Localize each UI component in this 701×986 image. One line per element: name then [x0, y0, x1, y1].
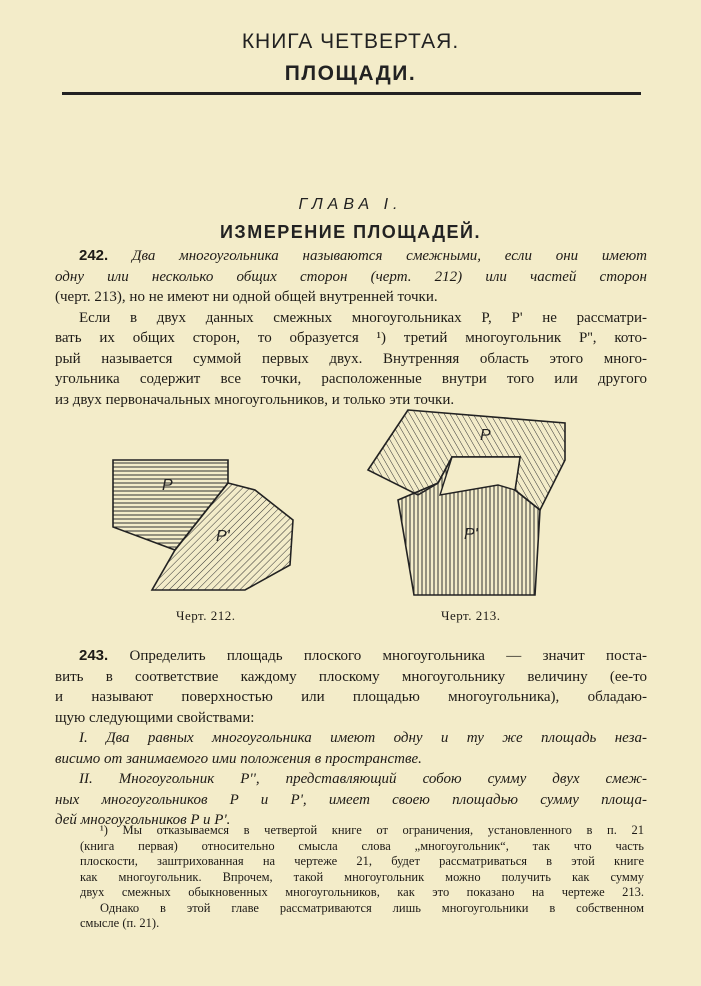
label-p-prime: P' — [464, 526, 478, 543]
section-number: 242. — [79, 247, 109, 264]
chapter-title: ИЗМЕРЕНИЕ ПЛОЩАДЕЙ. — [219, 222, 481, 242]
section-243 — [55, 646, 647, 831]
property-i-line: висимо от занимаемого ими положения в пространстве. — [55, 750, 422, 767]
label-p: P — [162, 477, 173, 494]
paragraph-line: одну или несколько общих сторон (черт. 212) или частей сторон — [55, 268, 647, 285]
footnote-line: двух смежных обыкновенных многоугольников, как это показано на чертеже 213. — [80, 885, 644, 899]
footnote-line: плоскости, заштрихованная на чертеже 21, будет рассматриваться в этой книге — [80, 854, 644, 868]
part-title: ПЛОЩАДИ. — [284, 62, 417, 85]
footnote-line: как многоугольник. Впрочем, такой многоугольник можно получить как сумму — [80, 869, 644, 884]
paragraph-line: угольника содержит все точки, расположенные внутри того или другого — [55, 371, 647, 387]
footnote-line: ¹) Мы отказываемся в четвертой книге от ограничения, установленного в п. 21 — [100, 823, 644, 837]
caption-212: Черт. 212. — [176, 608, 236, 623]
paragraph-line: Если в двух данных смежных многоугольниках P, P' не рассматри- — [79, 309, 647, 326]
label-p-prime: P' — [216, 528, 230, 545]
footnote — [80, 823, 644, 932]
paragraph-line: (черт. 213), но не имеют ни одной общей внутренней точки. — [55, 289, 438, 305]
paragraph-line: рый называется суммой первых двух. Внутренняя область этого много- — [55, 350, 647, 367]
figure-212 — [113, 460, 293, 590]
figures-svg — [0, 405, 701, 635]
section-242 — [55, 246, 647, 410]
book-title: КНИГА ЧЕТВЕРТАЯ. — [241, 30, 460, 53]
chapter-label: ГЛАВА I. — [298, 196, 403, 213]
footnote-line: смысле (п. 21). — [80, 916, 160, 930]
caption-213: Черт. 213. — [441, 608, 501, 623]
property-ii-line: II. Многоугольник P'', представляющий собою сумму двух смеж- — [79, 771, 647, 787]
property-ii-line: дей многоугольников P и P'. — [55, 812, 231, 828]
property-ii-line: ных многоугольников P и P', имеет своею площадью сумму площа- — [55, 791, 647, 808]
figures-area — [0, 405, 701, 635]
paragraph-line: и называют поверхностью или площадью многоугольника), обладаю- — [55, 689, 647, 705]
section-number: 243. — [79, 647, 109, 664]
paragraph-line: вать их общих сторон, то образуется ¹) третий многоугольник P'', кото- — [55, 330, 647, 346]
paragraph-line: вить в соответствие каждому плоскому многоугольнику величину (ее-то — [55, 668, 647, 685]
footnote-line: (книга первая) относительно смысла слова „многоугольник“, так что часть — [80, 838, 644, 853]
paragraph-line: 242. Два многоугольника называются смежными, если они имеют — [79, 247, 648, 264]
footnote-line: Однако в этой главе рассматриваются лишь многоугольники в собственном — [100, 900, 644, 915]
property-i-line: I. Два равных многоугольника имеют одну и ту же площадь неза- — [79, 730, 647, 746]
paragraph-line: щую следующими свойствами: — [55, 709, 255, 726]
header-rule — [62, 92, 641, 95]
figure-213 — [368, 410, 565, 595]
paragraph-line: 243. Определить площадь плоского многоугольника — значит поста- — [79, 647, 647, 664]
paragraph-line: из двух первоначальных многоугольников, и только эти точки. — [55, 391, 455, 408]
label-p: P — [480, 427, 491, 444]
